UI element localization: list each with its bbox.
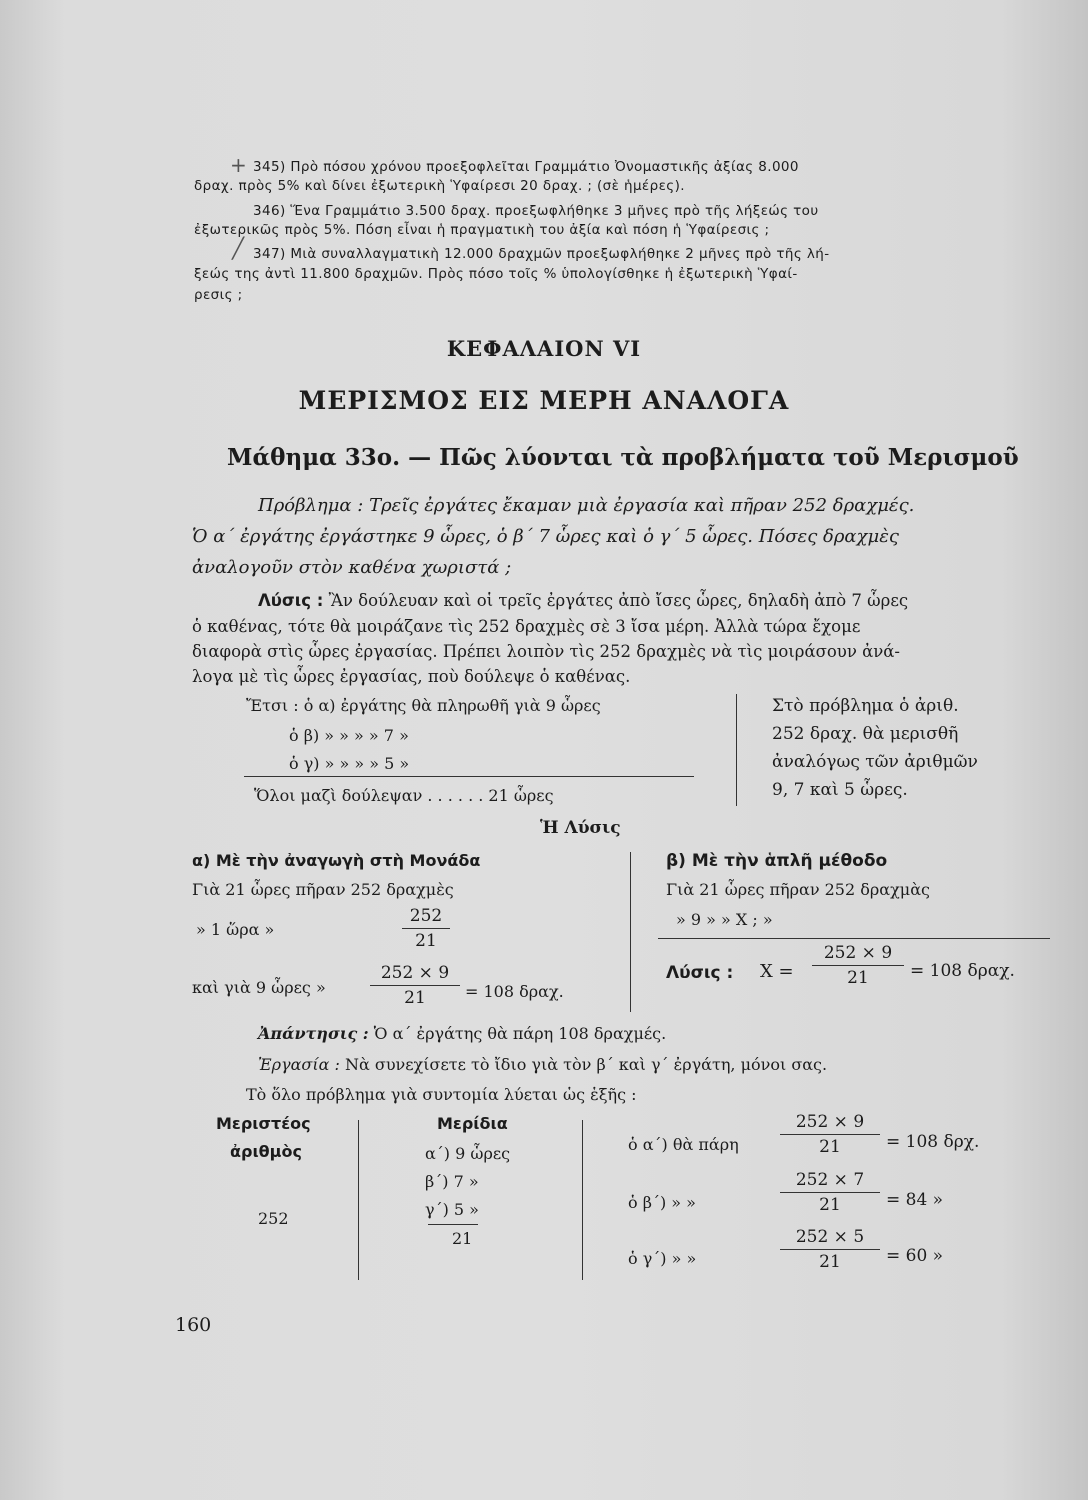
setup-line-c: ὁ γ) » » » » 5 » (289, 754, 410, 773)
solution-line4: λογα μὲ τὶς ὧρες ἐργασίας, ποὺ δούλεψε ὁ καθένας. (192, 667, 631, 686)
summary-row-a-result: = 108 δρχ. (886, 1132, 980, 1152)
chapter-heading: ΚΕΦΑΛΑΙΟΝ VI (446, 336, 642, 361)
summary-dividend-value: 252 (258, 1209, 289, 1228)
summary-share-b: β΄) 7 » (425, 1172, 479, 1191)
exercise-346-line1: 346) Ἕνα Γραμμάτιο 3.500 δραχ. προεξωφλήθηκε 3 μῆνες πρὸ τῆς λήξεώς του (253, 203, 819, 219)
summary-right-bracket (582, 1120, 583, 1280)
summary-row-a-label: ὁ α΄) θὰ πάρη (628, 1135, 739, 1154)
problem-text-line1 (258, 495, 914, 516)
problem-line1-text: Τρεῖς ἐργάτες ἔκαμαν μιὰ ἐργασία καὶ πῆραν 252 δραχμές. (369, 495, 915, 516)
method-b-line2: » 9 » » Χ ; » (676, 910, 773, 929)
summary-row-c-num: 252 × 5 (795, 1227, 865, 1247)
method-a-line2: » 1 ὥρα » (196, 920, 275, 939)
method-b-fraction-den: 21 (847, 968, 869, 988)
solution-heading: Ἡ Λύσις (540, 818, 621, 838)
method-b-label: Λύσις : (666, 963, 734, 983)
method-a-line1: Γιὰ 21 ὧρες πῆραν 252 δραχμὲς (192, 880, 454, 899)
summary-col1-header-line1: Μεριστέος (216, 1114, 311, 1133)
lesson-title: Μάθημα 33ο. — Πῶς λύονται τὰ προβλήματα τοῦ Μερισμοῦ (227, 444, 1019, 471)
exercise-347-line3: ρεσις ; (194, 287, 243, 303)
summary-shares-total: 21 (452, 1229, 473, 1248)
answer-text: Ὁ α΄ ἐργάτης θὰ πάρη 108 δραχμές. (373, 1024, 667, 1043)
pencil-cross-mark: + (230, 153, 247, 177)
methods-divider (630, 852, 631, 1012)
method-b-fraction-num: 252 × 9 (823, 943, 893, 963)
summary-row-a-fraction (780, 1112, 880, 1157)
summary-row-c-label: ὁ γ΄) » » (628, 1249, 697, 1268)
summary-row-c-fraction (780, 1227, 880, 1272)
exercise-346-line2: ἐξωτερικῶς πρὸς 5%. Πόση εἶναι ἡ πραγματικὴ του ἀξία καὶ πόση ἡ Ὑφαίρεσις ; (194, 222, 770, 238)
solution-line2: ὁ καθένας, τότε θὰ μοιράζανε τὶς 252 δραχμὲς σὲ 3 ἴσα μέρη. Ἀλλὰ τώρα ἔχομε (192, 617, 861, 636)
problem-text-line3: ἀναλογοῦν στὸν καθένα χωριστά ; (192, 557, 512, 578)
summary-row-c-den: 21 (819, 1252, 841, 1272)
summary-row-c-result: = 60 » (886, 1246, 944, 1266)
setup-line-a: Ἔτσι : ὁ α) ἐργάτης θὰ πληρωθῆ γιὰ 9 ὧρες (246, 696, 601, 715)
summary-left-bracket (358, 1120, 359, 1280)
method-a-fraction2 (370, 963, 460, 1008)
solution-line1 (258, 591, 908, 610)
method-a-fraction1-num: 252 (409, 906, 443, 926)
summary-row-b-result: = 84 » (886, 1190, 944, 1210)
setup-note-line4: 9, 7 καὶ 5 ὧρες. (772, 780, 908, 800)
method-b-line1: Γιὰ 21 ὧρες πῆραν 252 δραχμὰς (666, 880, 930, 899)
method-a-fraction1 (402, 906, 450, 951)
answer-label: Ἀπάντησις : (258, 1024, 369, 1043)
method-a-result: = 108 δραχ. (465, 982, 564, 1001)
summary-row-b-num: 252 × 7 (795, 1170, 865, 1190)
solution-line3: διαφορὰ στὶς ὧρες ἐργασίας. Πρέπει λοιπὸν τὶς 252 δραχμὲς νὰ τὶς μοιράσουν ἀνά- (192, 642, 901, 661)
setup-divider (736, 694, 737, 806)
method-b-result: = 108 δραχ. (910, 961, 1015, 981)
solution-label: Λύσις : (258, 591, 324, 610)
summary-share-c: γ΄) 5 » (425, 1200, 479, 1219)
summary-shares-rule (428, 1224, 478, 1225)
summary-row-b-label: ὁ β΄) » » (628, 1193, 696, 1212)
exercise-note-text: Νὰ συνεχίσετε τὸ ἴδιο γιὰ τὸν β΄ καὶ γ΄ ἐργάτη, μόνοι σας. (345, 1055, 828, 1074)
exercise-345-line1: 345) Πρὸ πόσου χρόνου προεξοφλεῖται Γραμμάτιο Ὀνομαστικῆς ἀξίας 8.000 (253, 159, 799, 175)
page-number: 160 (175, 1314, 212, 1336)
exercise-345-line2: δραχ. πρὸς 5% καὶ δίνει ἐξωτερικὴ Ὑφαίρεσι 20 δραχ. ; (σὲ ἡμέρες). (194, 178, 685, 194)
method-b-title: β) Μὲ τὴν ἁπλῆ μέθοδο (666, 851, 888, 871)
method-a-line3: καὶ γιὰ 9 ὧρες » (192, 978, 326, 997)
pencil-slash-mark: ╱ (232, 236, 245, 260)
exercise-347-line2: ξεώς της ἀντὶ 11.800 δραχμῶν. Πρὸς πόσο τοῖς % ὑπολογίσθηκε ἡ ἐξωτερικὴ Ὑφαί- (194, 266, 798, 282)
setup-sum-rule (244, 776, 694, 777)
exercise-note-line (258, 1055, 827, 1074)
setup-total: Ὅλοι μαζὶ δούλεψαν . . . . . . 21 ὧρες (254, 786, 554, 805)
problem-label: Πρόβλημα : (258, 495, 364, 516)
method-a-fraction2-den: 21 (404, 988, 426, 1008)
setup-note-line2: 252 δραχ. θὰ μερισθῆ (772, 724, 959, 744)
solution-line1-text: Ἂν δούλευαν καὶ οἱ τρεῖς ἐργάτες ἀπὸ ἴσες ὧρες, δηλαδὴ ἀπὸ 7 ὧρες (328, 591, 909, 610)
summary-col1-header-line2: ἀριθμὸς (230, 1142, 302, 1161)
summary-col2-header: Μερίδια (437, 1114, 508, 1133)
exercise-347-line1: 347) Μιὰ συναλλαγματικὴ 12.000 δραχμῶν προεξωφλήθηκε 2 μῆνες πρὸ τῆς λή- (253, 246, 830, 262)
answer-line (258, 1024, 666, 1043)
method-b-x-equals: Χ = (760, 961, 794, 982)
setup-note-line1: Στὸ πρόβλημα ὁ ἀριθ. (772, 696, 959, 716)
summary-row-b-den: 21 (819, 1195, 841, 1215)
method-a-fraction2-num: 252 × 9 (380, 963, 450, 983)
problem-text-line2: Ὁ α΄ ἐργάτης ἐργάστηκε 9 ὧρες, ὁ β΄ 7 ὧρες καὶ ὁ γ΄ 5 ὧρες. Πόσες δραχμὲς (192, 526, 899, 547)
setup-note-line3: ἀναλόγως τῶν ἀριθμῶν (772, 752, 978, 772)
method-a-fraction1-den: 21 (415, 931, 437, 951)
setup-line-b: ὁ β) » » » » 7 » (289, 726, 409, 745)
summary-row-a-num: 252 × 9 (795, 1112, 865, 1132)
summary-intro: Τὸ ὅλο πρόβλημα γιὰ συντομία λύεται ὡς ἑξῆς : (246, 1085, 637, 1104)
summary-share-a: α΄) 9 ὧρες (425, 1144, 511, 1163)
method-b-fraction (812, 943, 904, 988)
method-a-title: α) Μὲ τὴν ἀναγωγὴ στὴ Μονάδα (192, 851, 481, 870)
summary-row-b-fraction (780, 1170, 880, 1215)
chapter-title: ΜΕΡΙΣΜΟΣ ΕΙΣ ΜΕΡΗ ΑΝΑΛΟΓΑ (298, 386, 790, 415)
summary-row-a-den: 21 (819, 1137, 841, 1157)
exercise-note-label: Ἐργασία : (258, 1055, 340, 1074)
method-b-rule (658, 938, 1050, 939)
